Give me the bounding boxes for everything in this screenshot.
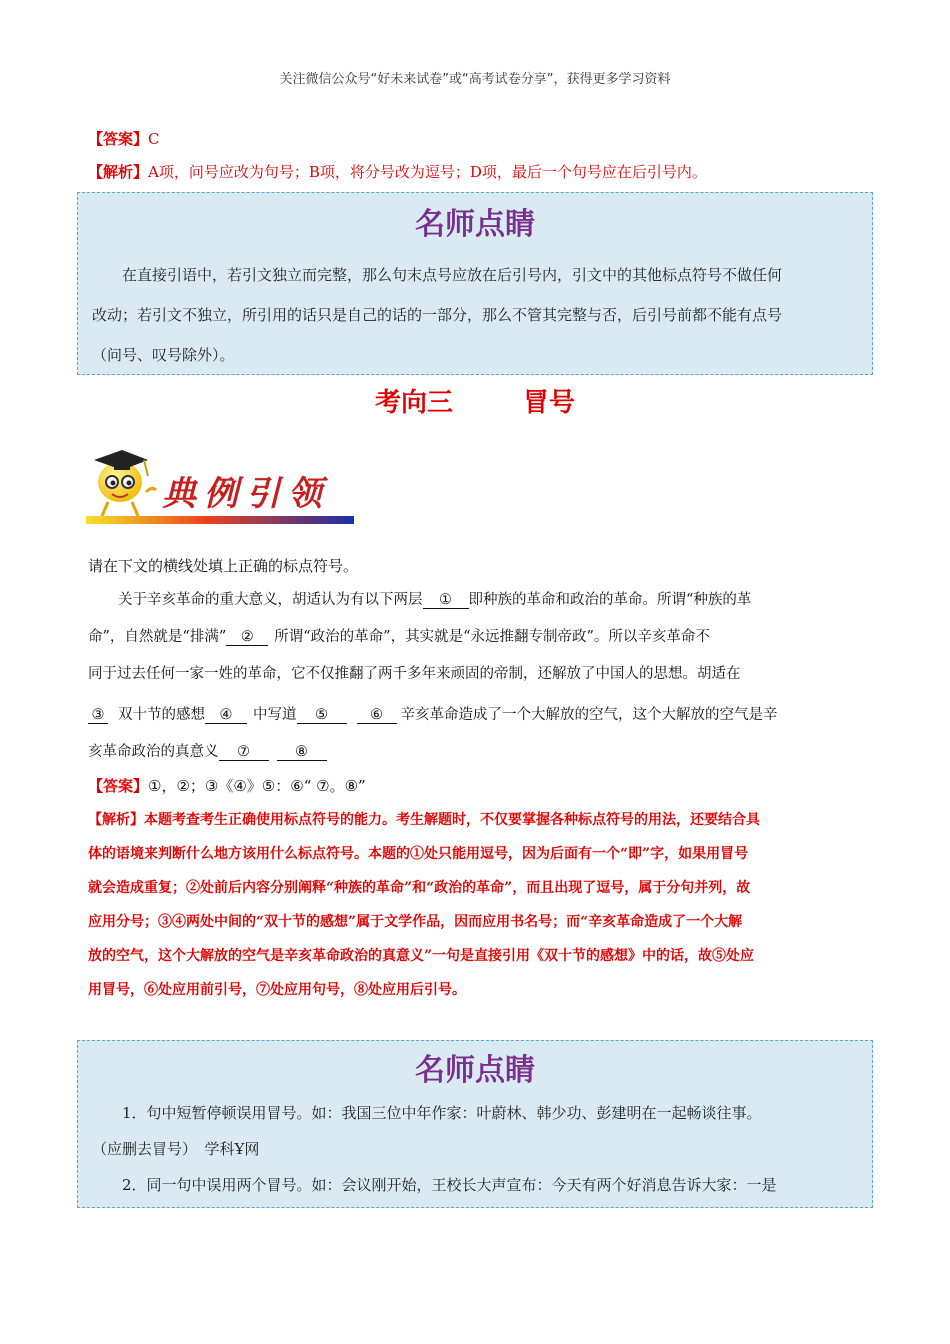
answer-value: ①，②；③《④》⑤：⑥“ ⑦。⑧” bbox=[148, 777, 366, 795]
page-header: 关注微信公众号“好未来试卷”或“高考试卷分享”，获得更多学习资料 bbox=[279, 72, 671, 87]
analysis-1 bbox=[88, 161, 707, 182]
example-banner bbox=[86, 442, 356, 528]
tip-box-1 bbox=[77, 192, 873, 375]
answer-2 bbox=[88, 775, 366, 796]
answer-tag: 【答案】 bbox=[88, 777, 149, 795]
question-line-2 bbox=[88, 625, 710, 646]
tip-title: 名师点睛 bbox=[415, 1053, 535, 1088]
passage-text: 中写道 bbox=[253, 707, 297, 723]
tip-box-2 bbox=[77, 1040, 873, 1208]
analysis-2 bbox=[88, 803, 873, 1007]
tip-line: 在直接引语中，若引文独立而完整，那么句末点号应放在后引号内，引文中的其他标点符号不做任何 bbox=[122, 266, 783, 284]
analysis-line: 放的空气，这个大解放的空气是辛亥革命政治的真意义”一句是直接引用《双十节的感想》中的话，故⑤处应 bbox=[88, 948, 755, 964]
tip-body bbox=[78, 243, 872, 375]
blank-5: ⑤ bbox=[297, 707, 347, 724]
tip-body bbox=[78, 1089, 872, 1203]
question-line-4 bbox=[88, 703, 778, 724]
blank-8: ⑧ bbox=[277, 744, 327, 761]
blank-3: ③ bbox=[88, 707, 108, 724]
banner-title: 典例引领 bbox=[162, 474, 330, 514]
answer-1 bbox=[88, 128, 160, 149]
analysis-line: 应用分号；③④两处中间的“双十节的感想”属于文学作品，因而应用书名号；而“辛亥革命造成了一个大解 bbox=[88, 914, 743, 930]
blank-2: ② bbox=[226, 629, 268, 646]
tip-line: （应删去冒号） 学科Ұ网 bbox=[92, 1140, 260, 1158]
blank-7: ⑦ bbox=[219, 744, 269, 761]
analysis-tag: 【解析】 bbox=[88, 163, 149, 181]
analysis-line: 用冒号，⑥处应用前引号，⑦处应用句号，⑧处应用后引号。 bbox=[88, 982, 466, 998]
analysis-line: 就会造成重复；②处前后内容分别阐释“种族的革命”和“政治的革命”，而且出现了逗号，属于分句并列，故 bbox=[88, 880, 751, 896]
tip-title: 名师点睛 bbox=[415, 207, 535, 242]
answer-tag: 【答案】 bbox=[88, 130, 149, 148]
analysis-line: 体的语境来判断什么地方该用什么标点符号。本题的①处只能用逗号，因为后面有一个“即”字，如果用冒号 bbox=[88, 846, 749, 862]
tip-line: 2．同一句中误用两个冒号。如：会议刚开始，王校长大声宣布：今天有两个好消息告诉大家：一是 bbox=[122, 1176, 777, 1194]
question-line-1 bbox=[88, 588, 751, 609]
section-topic: 冒号 bbox=[523, 388, 576, 418]
blank-6: ⑥ bbox=[357, 707, 397, 724]
analysis-line: 本题考查考生正确使用标点符号的能力。考生解题时，不仅要掌握各种标点符号的用法，还要结合具 bbox=[144, 812, 760, 828]
blank-4: ④ bbox=[205, 707, 247, 724]
tip-line: 1．句中短暂停顿误用冒号。如：我国三位中年作家：叶蔚林、韩少功、彭建明在一起畅谈往事。 bbox=[122, 1104, 762, 1122]
tip-line: 改动；若引文不独立，所引用的话只是自己的话的一部分，那么不管其完整与否，后引号前都不能有点号 bbox=[92, 306, 783, 324]
tip-line: （问号、叹号除外）。 bbox=[92, 346, 235, 364]
question-line-3: 同于过去任何一家一姓的革命，它不仅推翻了两千多年来顽固的帝制，还解放了中国人的思想。胡适在 bbox=[88, 666, 741, 682]
passage-text: 关于辛亥革命的重大意义，胡适认为有以下两层 bbox=[118, 592, 423, 608]
section-number: 考向三 bbox=[374, 388, 453, 418]
question-prompt: 请在下文的横线处填上正确的标点符号。 bbox=[88, 557, 359, 575]
analysis-tag: 【解析】 bbox=[88, 812, 144, 828]
passage-text: 所谓“政治的革命”，其实就是“永远推翻专制帝政”。所以辛亥革命不 bbox=[274, 629, 710, 645]
passage-text: 即种族的革命和政治的革命。所谓“种族的革 bbox=[468, 592, 752, 608]
passage-text: 亥革命政治的真意义 bbox=[88, 744, 219, 760]
blank-1: ① bbox=[423, 592, 469, 609]
question-line-5 bbox=[88, 740, 327, 761]
passage-text: 命”，自然就是“排满” bbox=[88, 629, 227, 645]
analysis-text: A项，问号应改为句号；B项，将分号改为逗号；D项，最后一个句号应在后引号内。 bbox=[148, 163, 707, 181]
answer-value: C bbox=[148, 130, 160, 148]
passage-text: 辛亥革命造成了一个大解放的空气，这个大解放的空气是辛 bbox=[400, 707, 778, 723]
section-heading bbox=[0, 382, 950, 419]
passage-text: 双十节的感想 bbox=[118, 707, 205, 723]
